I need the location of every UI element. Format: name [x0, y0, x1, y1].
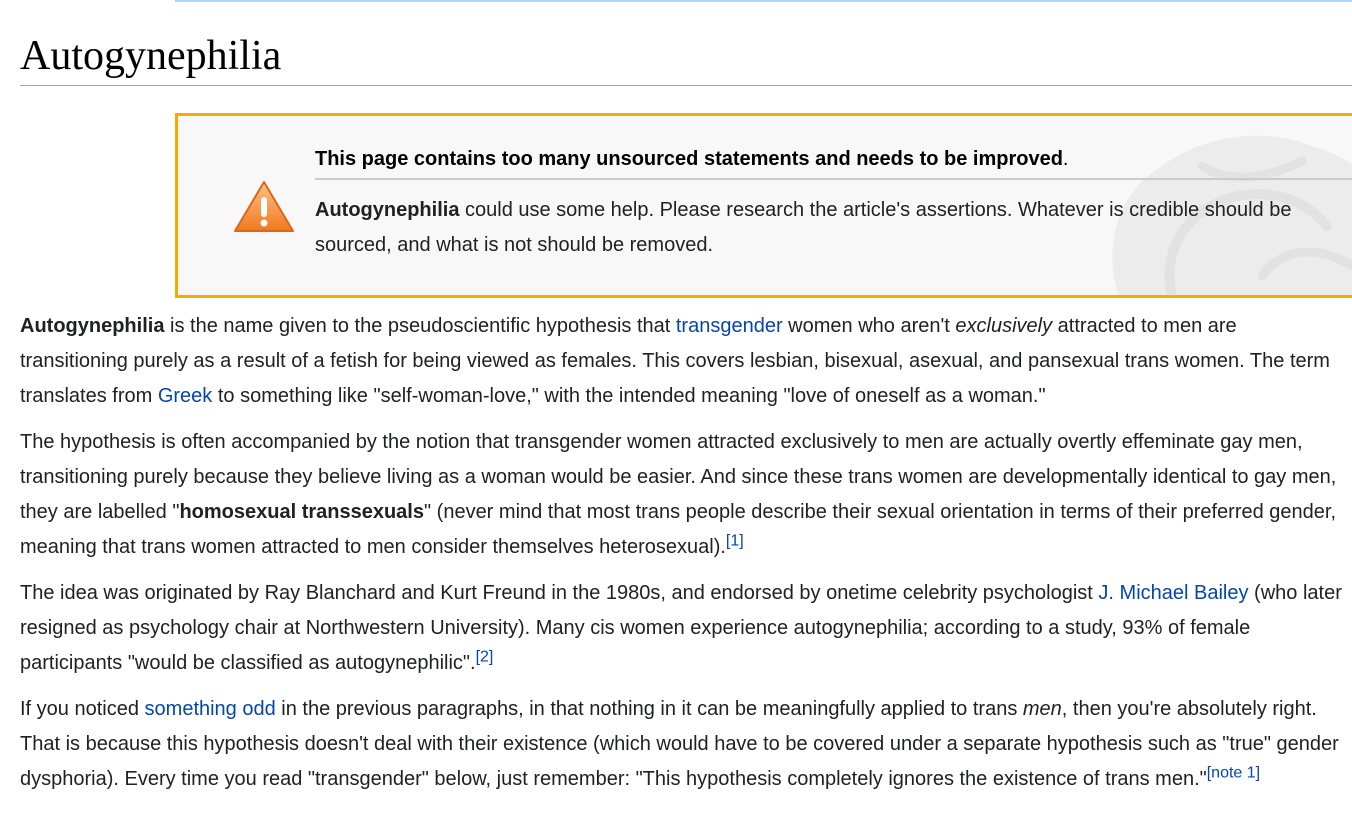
link-j-michael-bailey[interactable]: J. Michael Bailey — [1098, 582, 1249, 604]
text-span: women who aren't — [782, 315, 956, 337]
paragraph-2 — [20, 425, 1342, 565]
text-span: (who later resigned as psychology chair at Northwestern University). Many cis women experience autogynephilia; according to a study, 93% of female participants "would be classified as autogynephilic". — [20, 582, 1342, 674]
notice-title — [315, 147, 1352, 171]
notice-title-bold: This page contains too many unsourced statements and needs to be improved — [315, 148, 1063, 170]
italic-men: men — [1022, 698, 1062, 720]
text-span: If you noticed — [20, 698, 145, 720]
text-span: The idea was originated by Ray Blanchard and Kurt Freund in the 1980s, and endorsed by onetime celebrity psychologist — [20, 582, 1099, 604]
reference-link-1[interactable]: [1] — [725, 532, 744, 550]
reference-1 — [726, 532, 744, 549]
notice-title-end: . — [1062, 148, 1069, 170]
link-something-odd[interactable]: something odd — [144, 698, 276, 720]
term-homosexual-transsexuals: homosexual transsexuals — [179, 501, 424, 523]
text-span: in the previous paragraphs, in that nothing in it can be meaningfully applied to trans — [275, 698, 1023, 720]
text-span: is the name given to the pseudoscientific hypothesis that — [164, 315, 676, 337]
link-greek[interactable]: Greek — [157, 385, 213, 407]
text-span: , then you're absolutely right. That is because this hypothesis doesn't deal with their existence (which would have to be covered under a separate hypothesis such as "true" gender dysphoria). Every time you read "transgender" below, just remember: "This hypothesis completely ignores the existence of trans men." — [20, 698, 1339, 790]
notice-body-bold: Autogynephilia — [315, 199, 460, 221]
notice-body-text: could use some help. Please research the article's assertions. Whatever is credible should be sourced, and what is not should be removed. — [315, 199, 1292, 256]
paragraph-1 — [20, 309, 1342, 414]
italic-exclusively: exclusively — [955, 315, 1053, 337]
note-1 — [1207, 764, 1260, 781]
unsourced-notice-box — [175, 113, 1352, 298]
link-transgender[interactable]: transgender — [675, 315, 783, 337]
text-span: " (never mind that most trans people describe their sexual orientation in terms of their preferred gender, meaning that trans women attracted to men consider themselves heterosexual). — [20, 501, 1337, 558]
notice-body — [315, 193, 1352, 263]
note-link-1[interactable]: [note 1] — [1206, 764, 1261, 782]
text-span: attracted to men are transitioning purely as a result of a fetish for being viewed as females. This covers lesbian, bisexual, asexual, and pansexual trans women. The term translates from — [20, 315, 1330, 407]
reference-2 — [476, 648, 494, 665]
page-title: Autogynephilia — [20, 30, 1352, 86]
reference-link-2[interactable]: [2] — [475, 648, 494, 666]
paragraph-4 — [20, 692, 1342, 797]
warning-triangle-icon — [233, 180, 295, 234]
page-top-border — [175, 0, 1352, 2]
article-content — [20, 309, 1342, 808]
term-bold: Autogynephilia — [20, 315, 165, 337]
paragraph-3 — [20, 576, 1342, 681]
notice-divider — [315, 178, 1352, 180]
text-span: to something like "self-woman-love," with the intended meaning "love of oneself as a woman." — [212, 385, 1046, 407]
text-span: The hypothesis is often accompanied by the notion that transgender women attracted exclusively to men are actually overtly effeminate gay men, transitioning purely because they believe living as a woman would be easier. And since these trans women are developmentally identical to gay men, they are labelled " — [20, 431, 1337, 523]
